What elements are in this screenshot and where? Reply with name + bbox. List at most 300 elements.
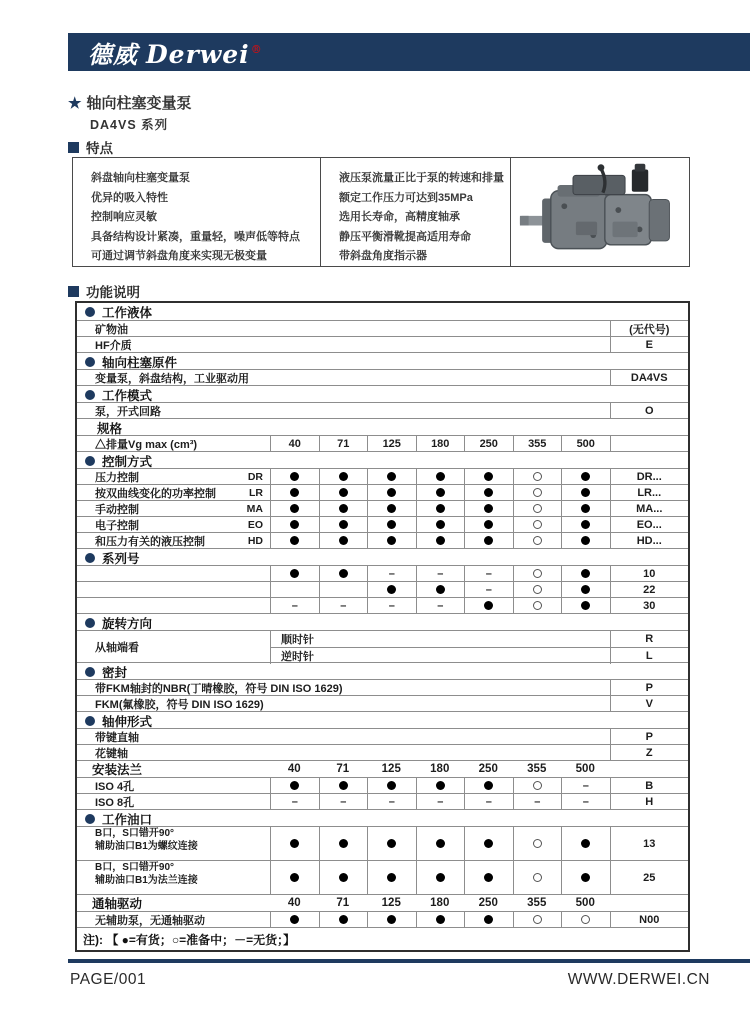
- dash-mark: –: [291, 795, 298, 808]
- filled-dot-icon: [436, 873, 445, 882]
- code-cell: DR...: [610, 469, 689, 484]
- availability-cell: [367, 794, 416, 809]
- availability-cell: [367, 861, 416, 894]
- availability-row: [77, 826, 688, 860]
- row-label-text: 手动控制: [95, 503, 139, 516]
- availability-row: [77, 565, 688, 581]
- availability-cell: [561, 827, 610, 860]
- availability-cell: [561, 533, 610, 548]
- product-series: DA4VS 系列: [90, 118, 169, 132]
- size-column-header: 250: [478, 897, 498, 909]
- open-dot-icon: [533, 585, 542, 594]
- section-header: [77, 419, 688, 437]
- code-cell: N00: [610, 912, 689, 927]
- availability-cell: [464, 778, 513, 793]
- size-value: 180: [416, 436, 465, 451]
- pump-illustration: [518, 163, 682, 261]
- availability-row: [77, 911, 688, 927]
- section-row: [77, 548, 688, 565]
- availability-cell: [319, 533, 368, 548]
- section-row-with-sizes: [77, 760, 688, 777]
- dash-mark: –: [437, 795, 444, 808]
- filled-dot-icon: [581, 520, 590, 529]
- availability-cell: [416, 778, 465, 793]
- filled-dot-icon: [339, 781, 348, 790]
- size-value: 250: [464, 436, 513, 451]
- row-label: 从轴端看: [95, 642, 139, 654]
- code-cell: 22: [610, 582, 689, 597]
- filled-dot-icon: [339, 915, 348, 924]
- open-dot-icon: [533, 915, 542, 924]
- filled-dot-icon: [290, 472, 299, 481]
- circle-bullet-icon: [85, 814, 95, 824]
- availability-cell: [319, 778, 368, 793]
- filled-dot-icon: [387, 839, 396, 848]
- availability-cell: [561, 485, 610, 500]
- availability-row: [77, 484, 688, 500]
- rotation-direction: 逆时针: [270, 648, 610, 664]
- dash-mark: –: [437, 567, 444, 580]
- section-label: 旋转方向: [102, 617, 153, 631]
- row-label: [77, 501, 270, 516]
- section-header: [77, 895, 270, 911]
- open-dot-icon: [533, 569, 542, 578]
- section-header: [77, 452, 688, 470]
- availability-cell: [270, 533, 319, 548]
- feature-item: 斜盘轴向柱塞变量泵: [91, 172, 190, 184]
- availability-cell: [367, 582, 416, 597]
- table-row: [77, 728, 688, 744]
- table-row: [77, 320, 688, 336]
- open-dot-icon: [533, 504, 542, 513]
- filled-dot-icon: [581, 873, 590, 882]
- feature-item: 额定工作压力可达到35MPa: [339, 191, 473, 204]
- filled-dot-icon: [290, 839, 299, 848]
- square-bullet-icon: [68, 142, 79, 153]
- availability-cell: [367, 566, 416, 581]
- rotation-options: [270, 631, 688, 663]
- code-cell: E: [610, 337, 689, 352]
- features-right-list: [321, 158, 511, 266]
- section-row: [77, 385, 688, 402]
- code-cell: [610, 895, 689, 911]
- rotation-option-row: [270, 647, 688, 663]
- registered-trademark-icon: ®: [250, 42, 263, 56]
- code-cell: 10: [610, 566, 689, 581]
- filled-dot-icon: [387, 585, 396, 594]
- size-column-header: 500: [575, 897, 595, 909]
- section-header: [77, 353, 688, 371]
- filled-dot-icon: [436, 488, 445, 497]
- row-label: 泵，开式回路: [95, 405, 161, 418]
- filled-dot-icon: [290, 488, 299, 497]
- availability-cell: [513, 827, 562, 860]
- availability-cell: [464, 517, 513, 532]
- open-dot-icon: [581, 915, 590, 924]
- availability-cell: [367, 778, 416, 793]
- dash-mark: –: [485, 583, 492, 596]
- filled-dot-icon: [339, 488, 348, 497]
- filled-dot-icon: [436, 915, 445, 924]
- availability-cell: [319, 582, 368, 597]
- row-label: 带键直轴: [95, 731, 139, 744]
- dash-mark: –: [485, 567, 492, 580]
- availability-cell: [513, 598, 562, 613]
- dash-mark: –: [582, 779, 589, 792]
- code-cell: MA...: [610, 501, 689, 516]
- availability-cell: [464, 827, 513, 860]
- availability-cell: [513, 533, 562, 548]
- availability-cell: [319, 517, 368, 532]
- row-label-text: 无辅助泵，无通轴驱动: [95, 914, 205, 927]
- size-value: 40: [270, 436, 319, 451]
- function-heading-text: 功能说明: [86, 285, 140, 300]
- section-label: 工作油口: [102, 813, 153, 827]
- legend-row: [77, 927, 688, 950]
- availability-cell: [464, 912, 513, 927]
- filled-dot-icon: [581, 504, 590, 513]
- open-dot-icon: [533, 536, 542, 545]
- code-cell: HD...: [610, 533, 689, 548]
- dash-mark: –: [388, 599, 395, 612]
- dash-mark: –: [388, 795, 395, 808]
- availability-cell: [270, 501, 319, 516]
- footer-divider: [68, 959, 750, 963]
- table-row: [77, 369, 688, 385]
- circle-bullet-icon: [85, 357, 95, 367]
- availability-cell: [464, 582, 513, 597]
- table-row: [77, 744, 688, 760]
- availability-cell: [319, 485, 368, 500]
- brand-logo-english: Derwei: [146, 39, 250, 69]
- size-column-header: 355: [527, 897, 547, 909]
- section-header: [77, 303, 688, 321]
- feature-item: 静压平衡滑靴提高适用寿命: [339, 230, 471, 243]
- availability-cell: [319, 566, 368, 581]
- availability-cell: [561, 794, 610, 809]
- section-header: [77, 810, 688, 828]
- code-cell: [610, 761, 689, 777]
- size-column-header: 40: [287, 763, 301, 775]
- availability-cell: [270, 582, 319, 597]
- filled-dot-icon: [387, 520, 396, 529]
- filled-dot-icon: [290, 520, 299, 529]
- code-cell: V: [610, 696, 689, 711]
- size-column-header: 71: [336, 897, 350, 909]
- availability-cell: [513, 794, 562, 809]
- row-label: [77, 794, 270, 809]
- availability-cell: [270, 469, 319, 484]
- row-label: FKM(氟橡胶，符号 DIN ISO 1629): [95, 698, 264, 711]
- row-label-line1: B口，S口错开90°: [95, 862, 175, 873]
- section-row: [77, 613, 688, 630]
- filled-dot-icon: [290, 915, 299, 924]
- table-row: [77, 695, 688, 711]
- row-label: [77, 912, 270, 927]
- filled-dot-icon: [484, 520, 493, 529]
- availability-cell: [367, 485, 416, 500]
- availability-cell: [270, 794, 319, 809]
- filled-dot-icon: [387, 873, 396, 882]
- availability-cell: [561, 501, 610, 516]
- availability-cell: [270, 861, 319, 894]
- circle-bullet-icon: [85, 390, 95, 400]
- availability-cell: [416, 861, 465, 894]
- section-header: [77, 712, 688, 730]
- availability-cell: [416, 827, 465, 860]
- availability-row: [77, 468, 688, 484]
- filled-dot-icon: [290, 873, 299, 882]
- code-cell: B: [610, 778, 689, 793]
- product-title: [68, 92, 191, 113]
- availability-cell: [416, 794, 465, 809]
- section-label: 密封: [102, 666, 128, 680]
- filled-dot-icon: [436, 536, 445, 545]
- section-row: [77, 352, 688, 369]
- availability-cell: [416, 598, 465, 613]
- section-header: [77, 549, 688, 567]
- filled-dot-icon: [339, 569, 348, 578]
- section-label: 工作模式: [102, 389, 153, 403]
- square-bullet-icon: [68, 286, 79, 297]
- filled-dot-icon: [581, 569, 590, 578]
- row-label: [77, 517, 270, 532]
- filled-dot-icon: [339, 536, 348, 545]
- availability-cell: [319, 501, 368, 516]
- row-label: [77, 566, 270, 581]
- row-label-line2: 辅助油口B1为螺纹连接: [95, 841, 198, 852]
- availability-row: [77, 516, 688, 532]
- section-label: 系列号: [102, 552, 140, 566]
- filled-dot-icon: [339, 472, 348, 481]
- section-header: [77, 386, 688, 404]
- feature-item: 优异的吸入特性: [91, 191, 168, 204]
- code-cell: O: [610, 403, 689, 418]
- size-column-header: 180: [430, 897, 450, 909]
- availability-cell: [561, 469, 610, 484]
- star-icon: ★: [68, 94, 82, 112]
- code-cell: 13: [610, 827, 689, 860]
- code-cell: 25: [610, 861, 689, 894]
- availability-cell: [319, 469, 368, 484]
- filled-dot-icon: [484, 472, 493, 481]
- availability-cell: [270, 827, 319, 860]
- availability-cell: [464, 485, 513, 500]
- section-row: [77, 711, 688, 728]
- size-value: 125: [367, 436, 416, 451]
- availability-cell: [416, 912, 465, 927]
- dash-mark: –: [340, 795, 347, 808]
- row-label-text: ISO 4孔: [95, 780, 135, 793]
- pump-photo: [511, 158, 689, 266]
- filled-dot-icon: [436, 504, 445, 513]
- filled-dot-icon: [339, 839, 348, 848]
- dash-mark: –: [437, 599, 444, 612]
- filled-dot-icon: [436, 781, 445, 790]
- filled-dot-icon: [484, 839, 493, 848]
- features-heading: [68, 137, 113, 157]
- features-heading-text: 特点: [86, 141, 113, 156]
- filled-dot-icon: [387, 472, 396, 481]
- row-label-text: ISO 8孔: [95, 796, 135, 809]
- availability-cell: [270, 485, 319, 500]
- code-cell: DA4VS: [610, 370, 689, 385]
- availability-cell: [513, 912, 562, 927]
- dash-mark: –: [388, 567, 395, 580]
- size-value: 355: [513, 436, 562, 451]
- filled-dot-icon: [290, 569, 299, 578]
- section-row: [77, 809, 688, 826]
- circle-bullet-icon: [85, 618, 95, 628]
- filled-dot-icon: [339, 873, 348, 882]
- filled-dot-icon: [484, 601, 493, 610]
- filled-dot-icon: [339, 520, 348, 529]
- page-footer: [70, 971, 710, 989]
- availability-cell: [464, 501, 513, 516]
- size-column-header: 125: [381, 763, 401, 775]
- availability-row: [77, 597, 688, 613]
- filled-dot-icon: [581, 536, 590, 545]
- availability-row: [77, 793, 688, 809]
- section-label: 轴向柱塞原件: [102, 356, 178, 370]
- availability-row: [77, 860, 688, 894]
- availability-cell: [416, 566, 465, 581]
- row-label: △排量Vg max (cm³): [95, 438, 198, 451]
- circle-bullet-icon: [85, 553, 95, 563]
- open-dot-icon: [533, 488, 542, 497]
- availability-cell: [464, 794, 513, 809]
- availability-cell: [464, 861, 513, 894]
- function-heading: [68, 281, 140, 301]
- filled-dot-icon: [436, 585, 445, 594]
- filled-dot-icon: [387, 488, 396, 497]
- section-header: [77, 663, 688, 681]
- filled-dot-icon: [484, 781, 493, 790]
- open-dot-icon: [533, 472, 542, 481]
- brand-logo-chinese: 德威: [88, 39, 138, 69]
- code-cell: 30: [610, 598, 689, 613]
- availability-cell: [319, 598, 368, 613]
- size-column-header: 125: [381, 897, 401, 909]
- availability-cell: [464, 598, 513, 613]
- dash-mark: –: [582, 795, 589, 808]
- filled-dot-icon: [581, 601, 590, 610]
- filled-dot-icon: [484, 536, 493, 545]
- availability-cell: [367, 912, 416, 927]
- size-column-header: 250: [478, 763, 498, 775]
- size-column-header: 500: [575, 763, 595, 775]
- availability-cell: [513, 582, 562, 597]
- availability-row: [77, 500, 688, 516]
- row-label: [77, 485, 270, 500]
- row-label-text: 按双曲线变化的功率控制: [95, 487, 216, 500]
- row-label: [77, 861, 270, 894]
- availability-cell: [367, 827, 416, 860]
- website-url: WWW.DERWEI.CN: [567, 971, 710, 988]
- section-row: [77, 451, 688, 468]
- availability-cell: [270, 517, 319, 532]
- product-title-text: 轴向柱塞变量泵: [86, 95, 192, 112]
- features-box: [72, 157, 690, 267]
- rotation-direction: 顺时针: [270, 631, 610, 647]
- section-header: [77, 614, 688, 632]
- availability-cell: [416, 533, 465, 548]
- row-label: [77, 582, 270, 597]
- rotation-row: [77, 630, 688, 662]
- row-label-text: 压力控制: [95, 471, 139, 484]
- code-cell: LR...: [610, 485, 689, 500]
- availability-cell: [561, 912, 610, 927]
- table-row: [77, 336, 688, 352]
- filled-dot-icon: [581, 839, 590, 848]
- section-row-with-sizes: [77, 894, 688, 911]
- size-value: 71: [319, 436, 368, 451]
- table-row: [77, 679, 688, 695]
- filled-dot-icon: [484, 488, 493, 497]
- control-code: DR: [247, 470, 263, 483]
- availability-cell: [513, 778, 562, 793]
- section-label: 工作液体: [102, 306, 153, 320]
- availability-cell: [270, 778, 319, 793]
- code-cell: (无代号): [610, 321, 689, 336]
- size-column-header: 40: [287, 897, 301, 909]
- availability-cell: [561, 861, 610, 894]
- dash-mark: –: [340, 599, 347, 612]
- filled-dot-icon: [290, 504, 299, 513]
- code-cell: [610, 436, 689, 451]
- row-label: 变量泵，斜盘结构，工业驱动用: [95, 372, 249, 385]
- feature-item: 可通过调节斜盘角度来实现无极变量: [91, 250, 267, 262]
- availability-cell: [367, 533, 416, 548]
- availability-cell: [561, 517, 610, 532]
- section-row: [77, 303, 688, 320]
- spec-table: [75, 301, 690, 952]
- section-row: [77, 418, 688, 435]
- availability-cell: [416, 501, 465, 516]
- row-label: 花键轴: [95, 747, 128, 760]
- filled-dot-icon: [339, 504, 348, 513]
- availability-cell: [513, 861, 562, 894]
- page-number: PAGE/001: [70, 971, 147, 988]
- row-label: 矿物油: [95, 323, 128, 336]
- code-cell: P: [610, 680, 689, 695]
- feature-item: 具备结构设计紧凑，重量轻，噪声低等特点: [91, 230, 300, 243]
- filled-dot-icon: [581, 488, 590, 497]
- row-label-text: 电子控制: [95, 519, 139, 532]
- availability-cell: [416, 582, 465, 597]
- row-label: 带FKM轴封的NBR(丁晴橡胶，符号 DIN ISO 1629): [95, 682, 343, 695]
- open-dot-icon: [533, 520, 542, 529]
- row-label: [77, 778, 270, 793]
- section-row: [77, 662, 688, 679]
- row-label: [77, 469, 270, 484]
- brand-banner: [68, 33, 750, 71]
- availability-cell: [367, 598, 416, 613]
- size-column-header: 355: [527, 763, 547, 775]
- table-row: [77, 402, 688, 418]
- size-column-header: 180: [430, 763, 450, 775]
- availability-cell: [319, 827, 368, 860]
- feature-item: 带斜盘角度指示器: [339, 250, 427, 262]
- filled-dot-icon: [387, 504, 396, 513]
- code-cell: Z: [610, 745, 689, 760]
- filled-dot-icon: [387, 536, 396, 545]
- availability-cell: [270, 598, 319, 613]
- control-code: MA: [246, 502, 263, 515]
- section-label: 轴伸形式: [102, 715, 153, 729]
- code-cell: EO...: [610, 517, 689, 532]
- open-dot-icon: [533, 781, 542, 790]
